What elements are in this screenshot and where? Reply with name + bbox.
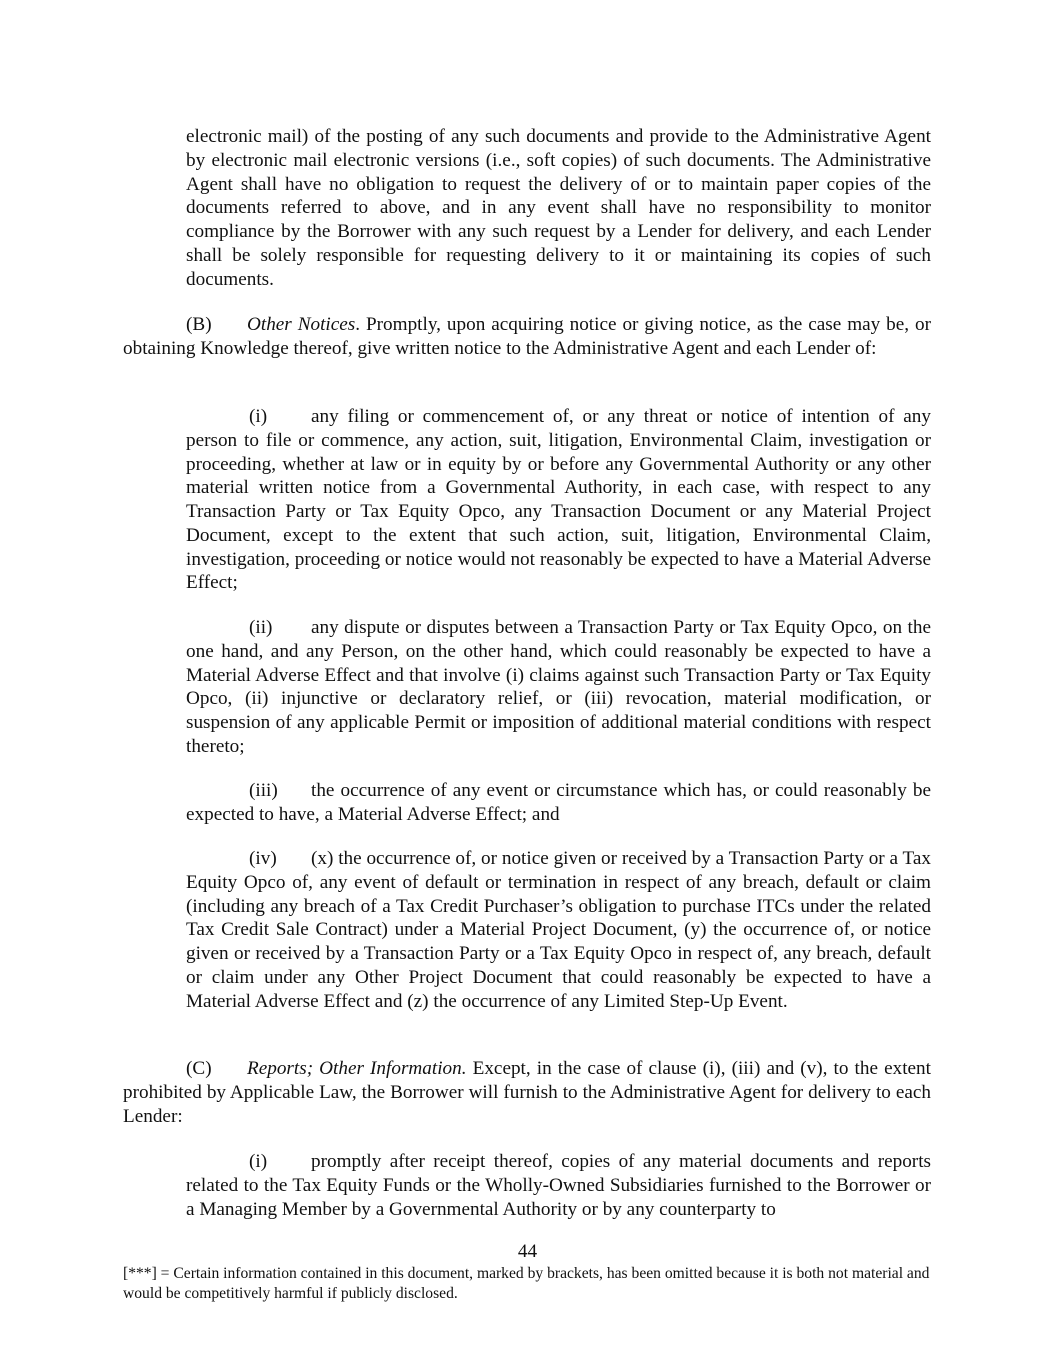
section-b-heading-suffix: . [355,314,361,335]
section-c-heading: Reports; Other Information. [247,1058,467,1079]
item-text: (x) the occurrence of, or notice given or received by a Transaction Party or a Tax Equity Opco of, any event of default or termination in respect of any breach, default or claim (including any breach of a Tax Credit Purchaser’s obligation to purchase ITCs under the related Tax Credit Sale Contract) under a Material Project Document, (y) the occurrence of, or notice given or received by a Transaction Party or a Tax Equity Opco in respect of, any breach, default or claim under any Other Project Document that could reasonably be expected to have a Material Adverse Effect and (z) the occurrence of any Limited Step-Up Event. [186,848,931,1012]
item-label: (ii) [249,617,273,638]
section-c-label: (C) [186,1058,212,1079]
page-number: 44 [517,1241,538,1262]
section-b-item-iii [186,779,931,827]
section-b-heading: Other Notices [247,314,356,335]
section-b-label: (B) [186,314,212,335]
item-text: any filing or commencement of, or any threat or notice of intention of any person to file or commence, any action, suit, litigation, Environmental Claim, investigation or proceeding, whether at law or in equity by or before any Governmental Authority or any other material written notice from a Governmental Authority, in each case, with respect to any Transaction Party or Tax Equity Opco, any Transaction Document or any Material Project Document, except to the extent that such action, suit, litigation, Environmental Claim, investigation, proceeding or notice would not reasonably be expected to have a Material Adverse Effect; [186,406,931,594]
section-b-paragraph [123,313,931,361]
section-b-item-ii [186,616,931,759]
item-text: the occurrence of any event or circumstance which has, or could reasonably be expected to have, a Material Adverse Effect; and [186,780,931,825]
section-b-text: Promptly, upon acquiring notice or giving notice, as the case may be, or obtaining Knowledge thereof, give written notice to the Administrative Agent and each Lender of: [123,314,931,359]
item-label: (iv) [249,848,277,869]
redaction-footnote: [***] = Certain information contained in this document, marked by brackets, has been omitted because it is both not material and would be competitively harmful if publicly disclosed. [123,1265,930,1302]
item-text: promptly after receipt thereof, copies of any material documents and reports related to the Tax Equity Funds or the Wholly-Owned Subsidiaries furnished to the Borrower or a Managing Member by a Governmental Authority or by any counterparty to [186,1151,931,1220]
section-c-text: Except, in the case of clause (i), (iii) and (v), to the extent prohibited by Applicable Law, the Borrower will furnish to the Administrative Agent for delivery to each Lender: [123,1058,931,1127]
section-b-item-i [186,405,931,595]
item-label: (i) [249,1151,268,1172]
item-label: (iii) [249,780,278,801]
section-c-paragraph [123,1057,931,1128]
section-c-item-i [186,1150,931,1221]
continuation-paragraph: electronic mail) of the posting of any such documents and provide to the Administrative Agent by electronic mail electronic versions (i.e., soft copies) of such documents. The Administrative Agent shall have no obligation to request the delivery of or to maintain paper copies of the documents referred to above, and in any event shall have no responsibility to monitor compliance by the Borrower with any such request by a Lender for delivery, and each Lender shall be solely responsible for requesting delivery to it or maintaining its copies of such documents. [186,126,931,290]
item-text: any dispute or disputes between a Transaction Party or Tax Equity Opco, on the one hand, and any Person, on the other hand, which could reasonably be expected to have a Material Adverse Effect and that involve (i) claims against such Transaction Party or Tax Equity Opco, (ii) injunctive or declaratory relief, or (iii) revocation, material modification, or suspension of any applicable Permit or imposition of additional material conditions with respect thereto; [186,617,931,757]
section-b-item-iv [186,847,931,1013]
item-label: (i) [249,406,268,427]
